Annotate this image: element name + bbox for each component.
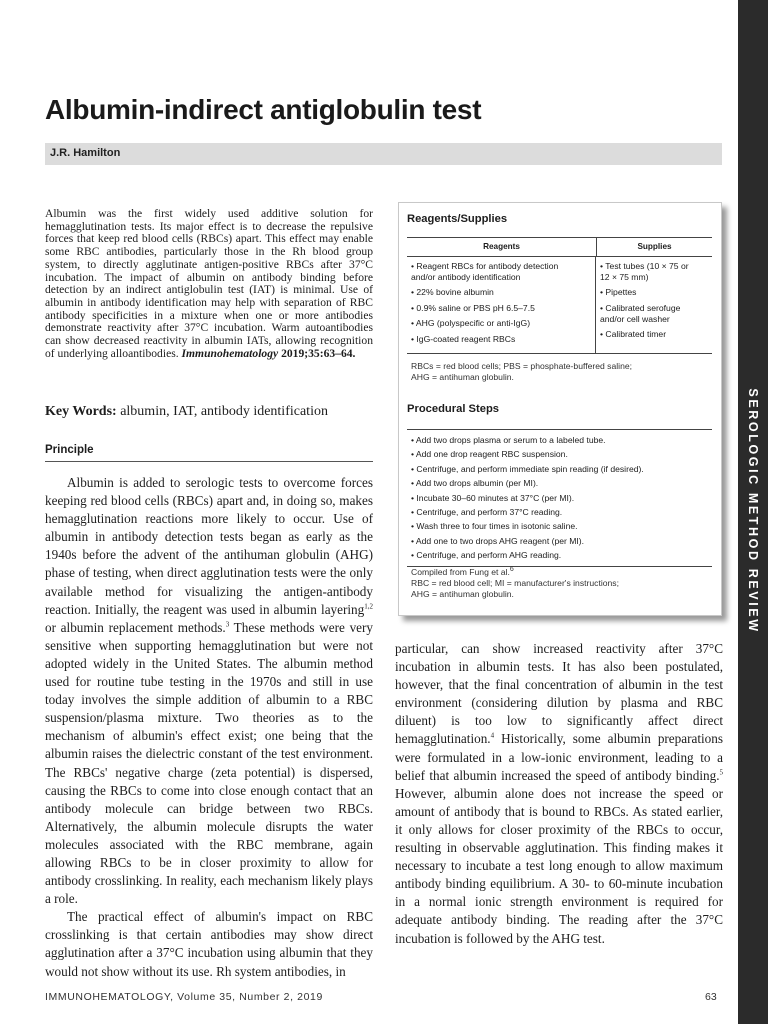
principle-body — [45, 474, 373, 981]
reagent-item: • IgG-coated reagent RBCs — [411, 333, 516, 344]
compiled-from-text: Compiled from Fung et al. — [411, 567, 510, 577]
procedure-step: • Add two drops plasma or serum to a labeled tube. — [411, 435, 606, 445]
citation-superscript: 4 — [490, 732, 495, 741]
procedure-step: • Centrifuge, and perform 37°C reading. — [411, 507, 563, 518]
procedure-step: • Wash three to four times in isotonic saline. — [411, 521, 578, 532]
reagents-supplies-table — [407, 237, 712, 354]
right-text-part-c: However, albumin alone does not increase the speed or amount of antibody that is bound to RBCs. As stated earlier, it only allows for closer proximity of the RBCs to occur, resulting in observable agglutination. This finding makes it necessary to incubate a test long enough to allow maximum antibody binding equilibrium. A 30- to 60-minute incubation in a normal ionic strength environment is required for adequate antibody binding. The reading after the 37°C incubation is followed by the AHG test. — [395, 785, 723, 946]
citation-superscript: 6 — [509, 566, 514, 574]
table-header-row — [407, 237, 712, 257]
reagent-item: • Reagent RBCs for antibody detection and/or antibody identification — [411, 261, 559, 282]
procedure-step: • Add one drop reagent RBC suspension. — [411, 449, 568, 460]
principle-p1-part-a: Albumin is added to serologic tests to overcome forces keeping red blood cells (RBCs) apart and, in doing so, makes hemagglutination reactions more likely to occur. Use of albumin in antibody detection tests began as early as the 1940s before the advent of the antihuman globulin (AHG) phase of testing, when direct agglutination tests were the only available method for visualizing the antigen-antibody reaction. Initially, the reagent was used in albumin layering — [45, 475, 373, 617]
right-text-part-a: particular, can show increased reactivity after 37°C incubation in albumin tests. It has also been postulated, however, that the final concentration of albumin in the test environment (considering dilution by plasma and RBC diluent) is too low to significantly affect direct hemagglutination. — [395, 641, 723, 747]
article-title: Albumin-indirect antiglobulin test — [45, 94, 482, 125]
procedural-steps-heading: Procedural Steps — [407, 403, 500, 415]
footer-journal: IMMUNOHEMATOLOGY, Volume 35, Number 2, 2019 — [45, 991, 323, 1003]
reagents-footnote: RBCs = red blood cells; PBS = phosphate-buffered saline; AHG = antihuman globulin. — [411, 361, 633, 382]
supply-item: • Pipettes — [600, 287, 637, 298]
author-bar — [45, 143, 722, 165]
author-name: J.R. Hamilton — [50, 147, 121, 159]
footer-page-number: 63 — [705, 991, 717, 1003]
principle-p1-part-b: or albumin replacement methods. — [45, 619, 226, 635]
key-words — [45, 404, 373, 420]
table-header-supplies: Supplies — [637, 242, 672, 251]
key-words-label: Key Words: — [45, 404, 117, 419]
table-body-row — [407, 257, 712, 354]
procedure-step: • Incubate 30–60 minutes at 37°C (per MI). — [411, 492, 575, 503]
supplies-list — [596, 257, 712, 353]
supply-item: • Test tubes (10 × 75 or 12 × 75 mm) — [600, 261, 689, 282]
abstract — [45, 208, 373, 360]
supply-item: • Calibrated timer — [600, 329, 667, 340]
key-words-text: albumin, IAT, antibody identification — [116, 404, 328, 419]
procedure-footnote — [411, 567, 619, 600]
reagent-item: • 0.9% saline or PBS pH 6.5–7.5 — [411, 302, 535, 313]
supply-item: • Calibrated serofuge and/or cell washer — [600, 302, 681, 324]
procedure-step: • Centrifuge, and perform immediate spin reading (if desired). — [411, 463, 644, 474]
abstract-text: Albumin was the first widely used additive solution for hemagglutination tests. Its major effect is to decrease the repulsive forces that keep red blood cells (RBCs) apart. This effect may enable some RBC antibodies, particularly those in the Rh blood group system, to directly agglutinate antigen-positive RBCs after 37°C incubation. The impact of albumin on antibody binding before detection by an indirect antiglobulin test (IAT) is minimal. Use of albumin in antibody identification may help with separation of RBC antibody specificities in a mixture when one or more antibodies demonstrate reactivity after 37°C incubation. Warm autoantibodies can show decreased reactivity in albumin IATs, allowing recognition of underlying alloantibodies. — [45, 207, 373, 360]
principle-p1-part-c: These methods were very sensitive when supporting hemagglutination but were not adopted widely in the United States. The albumin method used for routine tube testing in the 1970s and still in use today involves the simple addition of albumin to a RBC suspension/plasma mixture. Two theories as to the mechanism of albumin's effect exist; one being that the albumin raises the dielectric constant of the test environment. The RBCs' negative charge (zeta potential) is dispersed, causing the RBCs to come into close enough contact that an antibody molecule can bridge between two RBCs. Alternatively, the albumin molecule disrupts the water molecules associated with the RBC membrane, again allowing RBCs to be in closer proximity to allow for antibody crosslinking. In reality, each mechanism likely plays a role. — [45, 619, 373, 907]
procedural-steps-list — [407, 429, 712, 567]
citation-superscript: 5 — [719, 768, 723, 777]
reagent-item: • 22% bovine albumin — [411, 287, 494, 298]
reagents-supplies-heading: Reagents/Supplies — [407, 213, 508, 225]
right-text-part-b: Historically, some albumin preparations were formulated in a low-ionic environment, leading to a belief that albumin increased the speed of antibody binding. — [395, 731, 723, 783]
procedure-step: • Add two drops albumin (per MI). — [411, 478, 539, 489]
principle-paragraph-1 — [45, 474, 373, 908]
reagents-list — [407, 257, 596, 353]
reagent-item: • AHG (polyspecific or anti-IgG) — [411, 318, 531, 329]
right-column-body — [395, 640, 723, 948]
principle-paragraph-2: The practical effect of albumin's impact on RBC crosslinking is that certain antibodies may show direct agglutination after a 37°C incubation using albumin that they would not show without its use. Rh system antibodies, in — [45, 909, 373, 979]
principle-rule — [45, 461, 373, 462]
citation-superscript: 1,2 — [364, 602, 373, 611]
abstract-citation-details: 2019;35:63–64. — [278, 346, 356, 360]
principle-heading: Principle — [45, 444, 94, 456]
procedure-abbreviations: RBC = red blood cell; MI = manufacturer's instructions; AHG = antihuman globulin. — [411, 578, 619, 599]
procedure-step: • Centrifuge, and perform AHG reading. — [411, 550, 562, 561]
section-side-label: SEROLOGIC METHOD REVIEW — [746, 388, 760, 634]
citation-superscript: 3 — [225, 620, 230, 629]
reagents-procedure-box — [398, 202, 722, 616]
procedure-step: • Add one to two drops AHG reagent (per MI). — [411, 535, 585, 546]
table-header-reagents: Reagents — [407, 238, 597, 256]
abstract-citation-journal: Immunohematology — [181, 346, 279, 360]
